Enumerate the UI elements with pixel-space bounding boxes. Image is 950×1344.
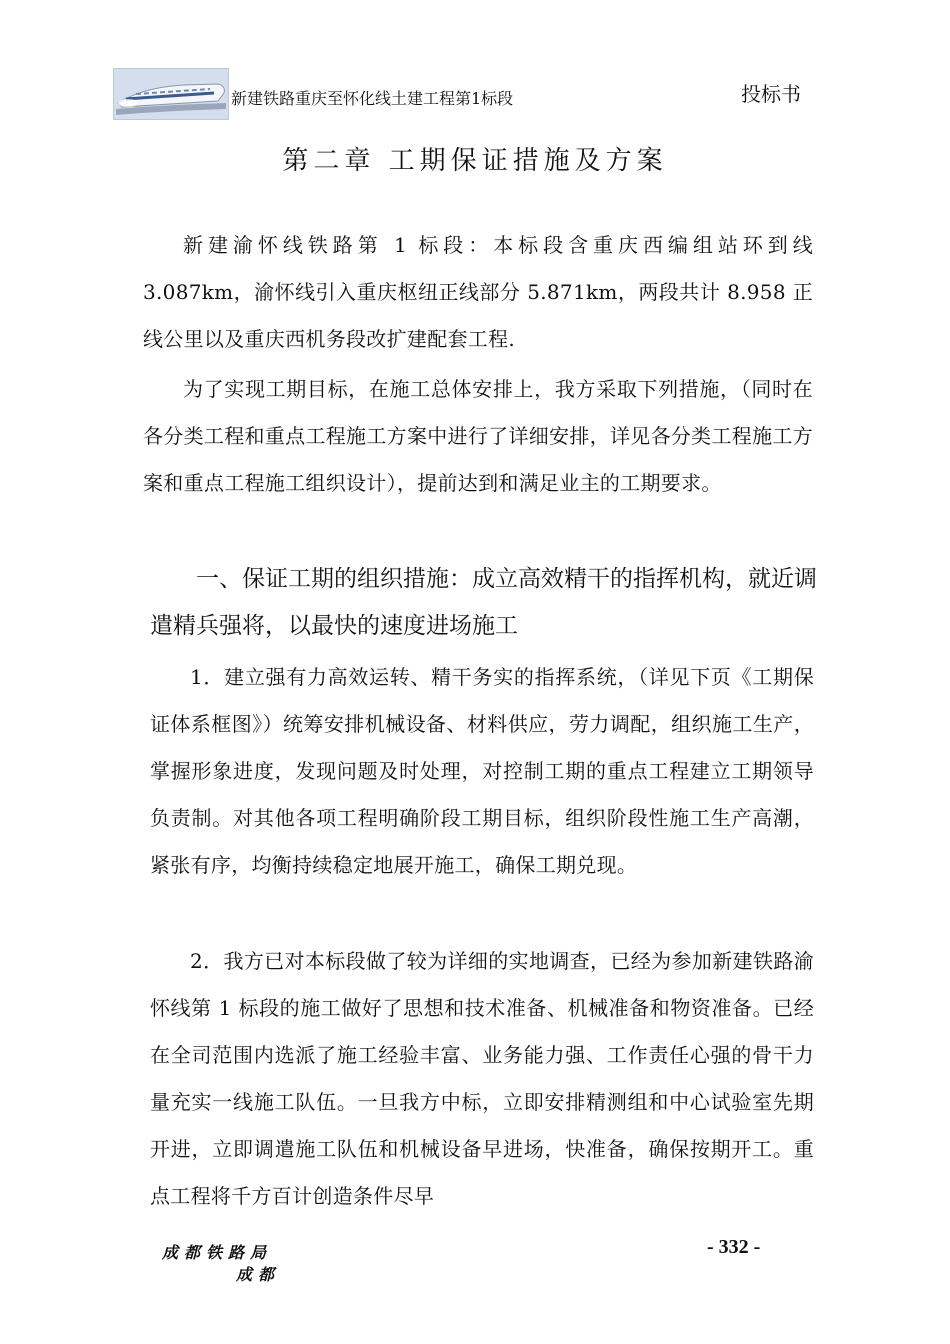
- measures-paragraph: 为了实现工期目标，在施工总体安排上，我方采取下列措施，（同时在各分类工程和重点工程施工方案中进行了详细安排，详见各分类工程施工方案和重点工程施工组织设计），提前达到和满足业主的工期要求。: [143, 377, 813, 495]
- footer-organization: [162, 1242, 280, 1286]
- chapter-title: 第二章 工期保证措施及方案: [282, 146, 668, 176]
- page-number: - 332 -: [707, 1236, 761, 1258]
- intro-paragraph: 新建渝怀线铁路第 1 标段：本标段含重庆西编组站环到线 3.087km，渝怀线引入重庆枢纽正线部分 5.871km，两段共计 8.958 正线公里以及重庆西机务段改扩建配套工程.: [143, 233, 813, 351]
- header-title: 新建铁路重庆至怀化线土建工程第1标段: [231, 89, 514, 108]
- footer-org-line2: 成都: [236, 1265, 281, 1284]
- train-logo: [113, 68, 229, 120]
- footer-org-line1: 成都铁路局: [162, 1243, 273, 1262]
- section-heading: 一、保证工期的组织措施：成立高效精干的指挥机构，就近调遣精兵强将，以最快的速度进场施工: [150, 566, 817, 639]
- list-item-2: 2．我方已对本标段做了较为详细的实地调查，已经为参加新建铁路渝怀线第 1 标段的施工做好了思想和技术准备、机械准备和物资准备。已经在全司范围内选派了施工经验丰富、业务能力强、工作责任心强的骨干力量充实一线施工队伍。一旦我方中标，立即安排精测组和中心试验室先期开进，立即调遣施工队伍和机械设备早进场，快准备，确保按期开工。重点工程将千方百计创造条件尽早: [150, 949, 814, 1208]
- list-item-1: 1．建立强有力高效运转、精干务实的指挥系统，（详见下页《工期保证体系框图》）统筹安排机械设备、材料供应，劳力调配，组织施工生产，掌握形象进度，发现问题及时处理，对控制工期的重点工程建立工期领导负责制。对其他各项工程明确阶段工期目标，组织阶段性施工生产高潮，紧张有序，均衡持续稳定地展开施工，确保工期兑现。: [150, 665, 814, 877]
- page-header: [113, 66, 813, 120]
- document-type-label: 投标书: [741, 82, 801, 106]
- train-icon: [114, 69, 228, 119]
